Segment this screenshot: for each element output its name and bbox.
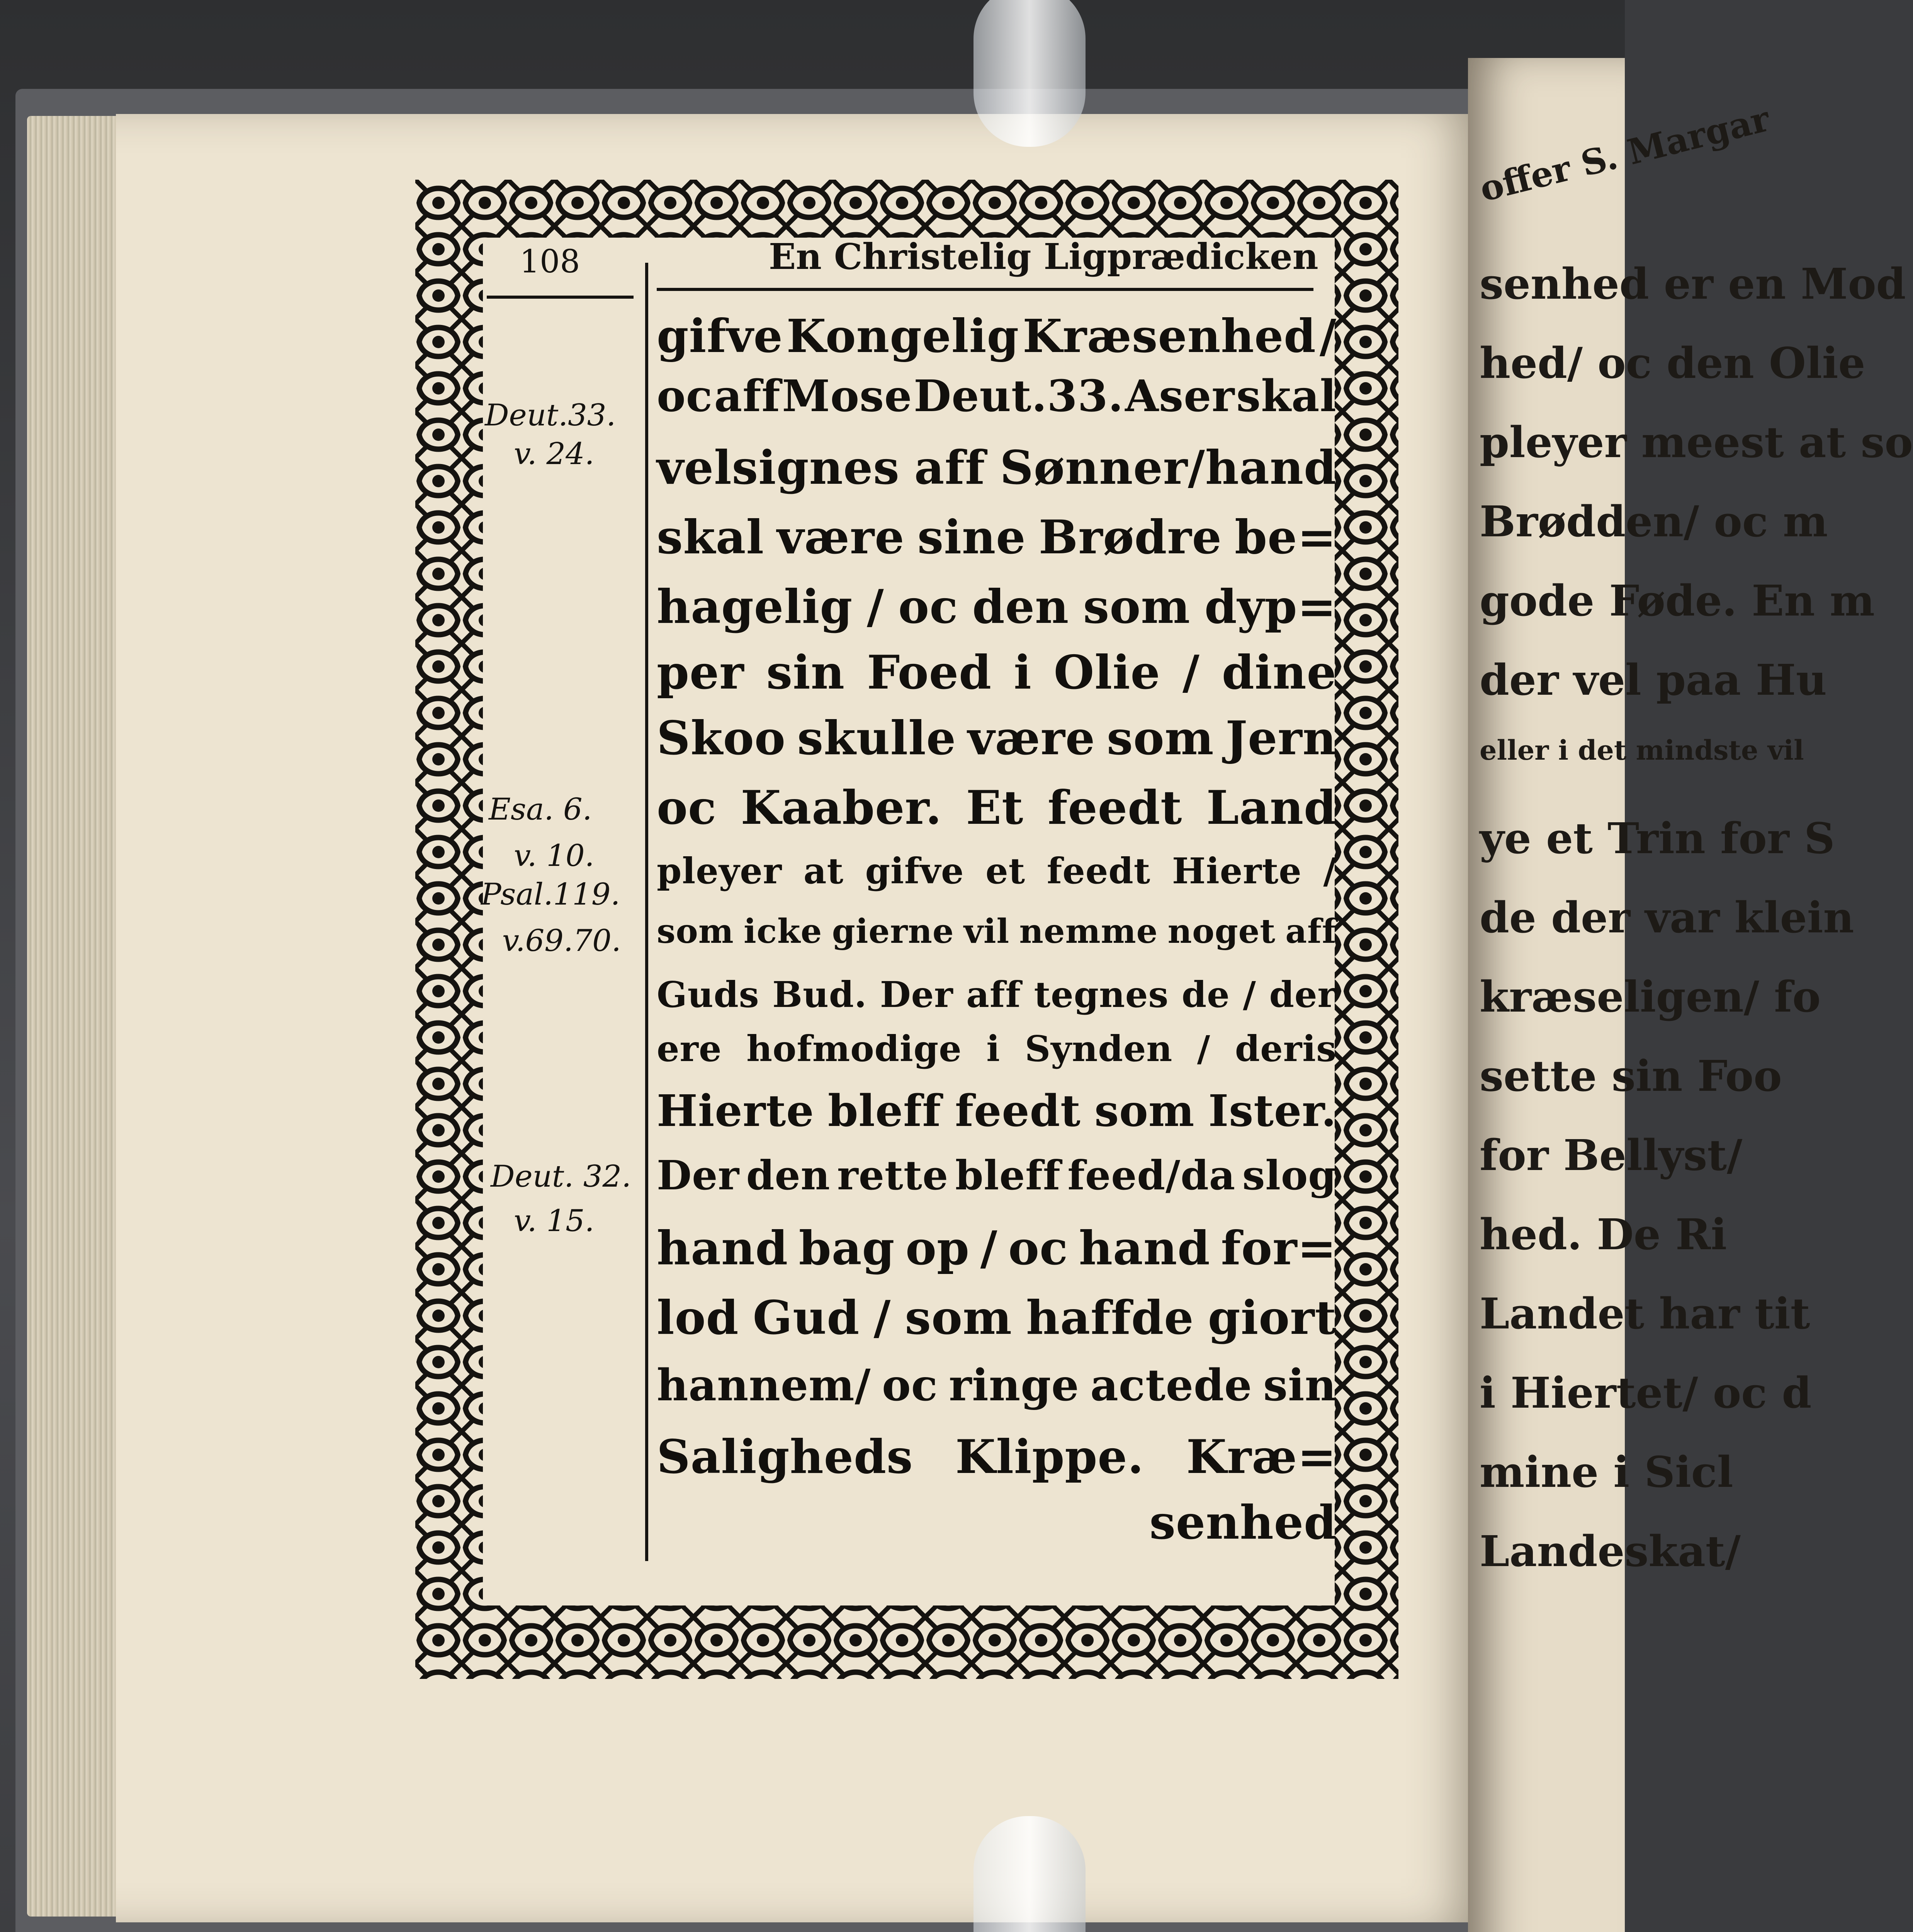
word: gifve <box>657 309 783 363</box>
margin-note: Psal.119. <box>481 877 620 912</box>
word: aff <box>1285 912 1337 951</box>
word: dyp= <box>1204 580 1337 634</box>
header-rule-left <box>487 296 634 299</box>
text-line <box>657 1495 1337 1550</box>
text-line <box>657 1430 1337 1484</box>
word: feed/da <box>1067 1151 1236 1199</box>
word: Olie <box>1053 645 1160 700</box>
text-line <box>657 1291 1337 1345</box>
word: Kongelig <box>786 309 1019 363</box>
facing-text-line: der vel paa Hu <box>1480 655 1827 705</box>
word: actede <box>1090 1360 1252 1411</box>
word: sin <box>766 645 845 700</box>
word: i <box>986 1028 1001 1070</box>
word: være <box>967 711 1096 765</box>
word: hagelig <box>657 580 853 634</box>
column-rule <box>645 263 648 1561</box>
facing-text-line: hed. De Ri <box>1480 1209 1727 1259</box>
word: slog <box>1242 1151 1337 1199</box>
text-line <box>657 1086 1337 1136</box>
text-line <box>657 781 1337 835</box>
facing-text-line: sette sin Foo <box>1480 1051 1782 1101</box>
facing-text-line: Landet har tit <box>1480 1289 1810 1338</box>
word: hand <box>657 1221 788 1276</box>
text-line <box>657 645 1337 700</box>
word: gierne <box>832 912 954 951</box>
facing-text-line: Brødden/ oc m <box>1480 497 1828 546</box>
word: bag <box>798 1221 895 1276</box>
facing-text-line: ye et Trin for S <box>1480 813 1835 863</box>
word: Gud <box>753 1291 860 1345</box>
book-clip-bottom <box>973 1816 1086 1932</box>
word: / <box>1243 974 1256 1015</box>
facing-text-line: for Bellyst/ <box>1480 1130 1743 1180</box>
word: Saligheds <box>657 1430 913 1484</box>
word: Brødre <box>1038 510 1222 565</box>
margin-note: v. 10. <box>514 838 595 873</box>
word: som <box>905 1291 1012 1345</box>
word: / <box>873 1291 891 1345</box>
word: Kræ= <box>1186 1430 1337 1484</box>
word: / <box>1182 645 1200 700</box>
text-line <box>657 974 1337 1015</box>
word: ringe <box>949 1360 1079 1411</box>
word: giort <box>1208 1291 1337 1345</box>
text-line <box>657 510 1337 565</box>
word: per <box>657 645 744 700</box>
word: oc <box>657 371 713 422</box>
text-line <box>657 1151 1337 1199</box>
word: hofmodige <box>746 1028 962 1070</box>
page-edges <box>27 116 122 1917</box>
running-title: En Christelig Ligprædicken <box>769 236 1318 277</box>
facing-text-line: hed/ oc den Olie <box>1480 338 1865 388</box>
word: være <box>777 510 905 565</box>
word: pleyer <box>657 850 782 892</box>
word: Hierte <box>1172 850 1302 892</box>
word: lod <box>657 1291 739 1345</box>
word: som <box>657 912 734 951</box>
word: Klippe. <box>955 1430 1144 1484</box>
word: Et <box>966 781 1024 835</box>
word: senhed <box>1149 1495 1337 1550</box>
margin-note: v. 15. <box>514 1204 595 1238</box>
word: de <box>1181 974 1230 1015</box>
word: aff <box>966 974 1021 1015</box>
margin-note: Deut. 32. <box>491 1159 631 1194</box>
word: rette <box>837 1151 949 1199</box>
word: Kaaber. <box>741 781 942 835</box>
word: Kræsenhed <box>1023 309 1316 363</box>
word: der <box>1269 974 1337 1015</box>
word: gifve <box>865 850 964 892</box>
word: Der <box>880 974 953 1015</box>
word: at <box>803 850 844 892</box>
word: aff <box>714 371 781 422</box>
word: / <box>980 1221 998 1276</box>
word: noget <box>1167 912 1276 951</box>
margin-note: Esa. 6. <box>489 792 592 827</box>
word: Bud. <box>772 974 867 1015</box>
word: skal <box>1236 371 1337 422</box>
word: Der <box>657 1151 740 1199</box>
word: Land <box>1206 781 1337 835</box>
word: aff <box>914 440 985 495</box>
text-line <box>657 371 1337 422</box>
word: dine <box>1222 645 1337 700</box>
word: hannem/ <box>657 1360 871 1411</box>
text-line <box>657 309 1337 363</box>
word: skulle <box>797 711 956 765</box>
word: den <box>972 580 1069 634</box>
word: Jern <box>1225 711 1337 765</box>
text-line <box>657 850 1337 892</box>
word: feedt <box>1047 850 1151 892</box>
word: Ister. <box>1208 1086 1337 1136</box>
word: / <box>1197 1028 1211 1070</box>
facing-text-line: Landeskat/ <box>1480 1526 1741 1576</box>
word: nemme <box>1019 912 1158 951</box>
word: Mose <box>782 371 912 422</box>
word: be= <box>1235 510 1337 565</box>
word: som <box>1094 1086 1195 1136</box>
word: Synden <box>1024 1028 1173 1070</box>
word: ere <box>657 1028 722 1070</box>
facing-text-line: kræseligen/ fo <box>1480 972 1821 1022</box>
word: / <box>1323 850 1337 892</box>
word: Hierte <box>657 1086 814 1136</box>
text-line <box>657 912 1337 951</box>
facing-text-line: eller i det mindste vil <box>1480 734 1804 766</box>
word: tegnes <box>1034 974 1169 1015</box>
word: et <box>985 850 1026 892</box>
margin-note: v. 24. <box>514 437 595 471</box>
text-line <box>657 580 1337 634</box>
facing-running-head: offer S. Margar <box>1476 98 1774 210</box>
word: deris <box>1235 1028 1337 1070</box>
facing-page <box>1468 58 1913 1932</box>
facing-text-line: gode Føde. En m <box>1480 576 1875 626</box>
facing-text-line: de der var klein <box>1480 893 1854 942</box>
word: op <box>905 1221 970 1276</box>
facing-text-line: senhed er en Mod <box>1480 259 1906 309</box>
word: bleff <box>828 1086 941 1136</box>
word: Guds <box>657 974 759 1015</box>
word: feedt <box>955 1086 1081 1136</box>
text-line <box>657 1360 1337 1411</box>
facing-text-line: mine i Sicl <box>1480 1447 1733 1497</box>
word: oc <box>1008 1221 1069 1276</box>
margin-note: v.69.70. <box>502 923 621 958</box>
text-line <box>657 711 1337 765</box>
word: Foed <box>867 645 992 700</box>
word: / <box>866 580 884 634</box>
margin-note: Deut.33. <box>485 398 616 433</box>
word: / <box>1319 309 1337 363</box>
word: som <box>1083 580 1191 634</box>
word: oc <box>898 580 958 634</box>
word: haffde <box>1026 1291 1194 1345</box>
word: Skoo <box>657 711 786 765</box>
word: Deut.33. <box>914 371 1124 422</box>
word: sin <box>1263 1360 1337 1411</box>
word: oc <box>882 1360 938 1411</box>
book-clip-top <box>973 0 1086 147</box>
word: som <box>1107 711 1214 765</box>
word: Aser <box>1125 371 1235 422</box>
word: hand <box>1079 1221 1210 1276</box>
text-line <box>657 440 1337 495</box>
page-number: 108 <box>520 243 580 280</box>
text-line <box>657 1028 1337 1070</box>
text-line <box>657 1221 1337 1276</box>
word: velsignes <box>657 440 900 495</box>
facing-text-line: i Hiertet/ oc d <box>1480 1368 1812 1418</box>
word: i <box>1014 645 1032 700</box>
word: skal <box>657 510 765 565</box>
word: oc <box>657 781 717 835</box>
word: sine <box>917 510 1026 565</box>
facing-text-line: pleyer meest at so <box>1480 417 1913 467</box>
word: vil <box>963 912 1010 951</box>
word: icke <box>744 912 822 951</box>
word: den <box>746 1151 831 1199</box>
header-rule-right <box>657 288 1313 291</box>
word: bleff <box>955 1151 1061 1199</box>
word: Sønner/hand <box>1000 440 1337 495</box>
word: feedt <box>1047 781 1182 835</box>
word: for= <box>1221 1221 1337 1276</box>
